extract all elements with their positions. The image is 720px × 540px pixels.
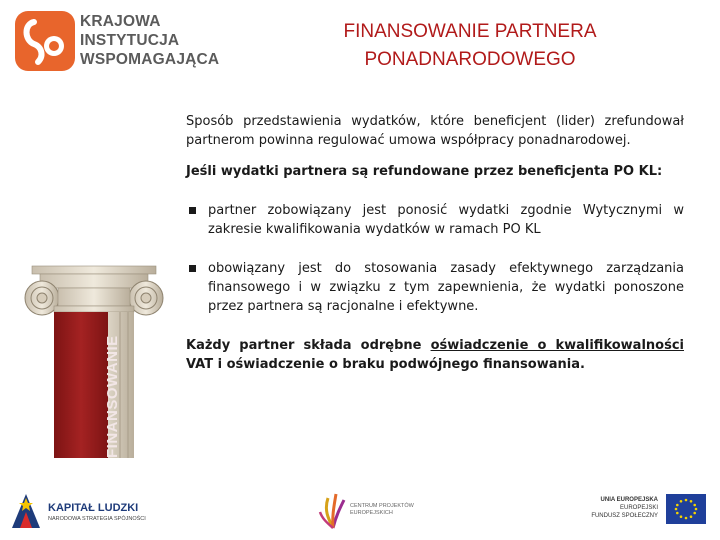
list-item [186, 259, 684, 316]
cpe-line-2: EUROPEJSKICH [350, 510, 393, 516]
kiw-logo-text [80, 12, 219, 69]
cpe-text [350, 503, 414, 517]
refund-heading: Jeśli wydatki partnera są refundowane przez beneficjenta PO KL: [186, 164, 663, 179]
slide-title-line-2: PONADNARODOWEGO [364, 49, 576, 70]
list-item-text: partner zobowiązany jest ponosić wydatki zgodnie Wytycznymi w zakresie kwalifikowania wydatków w ramach PO KL [208, 203, 684, 237]
slide-content [186, 112, 684, 374]
square-bullet-icon [189, 265, 196, 272]
eu-line-3: FUNDUSZ SPOŁECZNY [591, 513, 658, 519]
cpe-line-1: CENTRUM PROJEKTÓW [350, 503, 414, 509]
kapital-ludzki-logo [10, 490, 160, 532]
side-label-finansowanie: FINANSOWANIE [104, 335, 121, 458]
eu-flag-icon [666, 494, 706, 524]
intro-paragraph: Sposób przedstawienia wydatków, które beneficjent (lider) zrefundował partnerom powinna regulować umowa współpracy ponadnarodowej. [186, 114, 684, 148]
eu-line-2: EUROPEJSKI [619, 505, 658, 511]
square-bullet-icon [189, 207, 196, 214]
kiw-logo-line-1: KRAJOWA [80, 13, 161, 30]
closing-text-3: VAT i oświadczenie o braku podwójnego finansowania. [186, 357, 585, 372]
column-icon [24, 262, 164, 458]
eu-line-1: UNIA EUROPEJSKA [600, 497, 658, 503]
cpe-logo [318, 488, 428, 534]
kapital-ludzki-title: KAPITAŁ LUDZKI [48, 502, 139, 514]
kiw-logo [14, 10, 224, 74]
eu-logo [580, 492, 710, 536]
ionic-column-image [24, 262, 164, 457]
slide-title-line-1: FINANSOWANIE PARTNERA [343, 21, 597, 42]
list-item-text: obowiązany jest do stosowania zasady efektywnego zarządzania finansowego i w związku z tym zapewnienia, że wydatki ponoszone przez partnera są racjonalne i efektywne. [208, 261, 684, 314]
kiw-logo-mark-icon [14, 10, 76, 72]
kapital-ludzki-star-icon [10, 490, 42, 530]
eu-text [580, 496, 658, 520]
kapital-ludzki-subtitle: NARODOWA STRATEGIA SPÓJNOŚCI [48, 516, 146, 522]
closing-text-1: Każdy partner składa odrębne [186, 338, 431, 353]
kiw-logo-line-2: INSTYTUCJA [80, 32, 180, 49]
closing-text-underlined: oświadczenie o kwalifikowalności [430, 338, 684, 353]
requirements-list [186, 201, 684, 316]
list-item [186, 201, 684, 239]
cpe-flower-icon [318, 490, 348, 530]
kiw-logo-line-3: WSPOMAGAJĄCA [80, 51, 220, 68]
closing-paragraph [186, 336, 684, 374]
footer-logos [0, 480, 720, 540]
slide-title [300, 18, 640, 74]
